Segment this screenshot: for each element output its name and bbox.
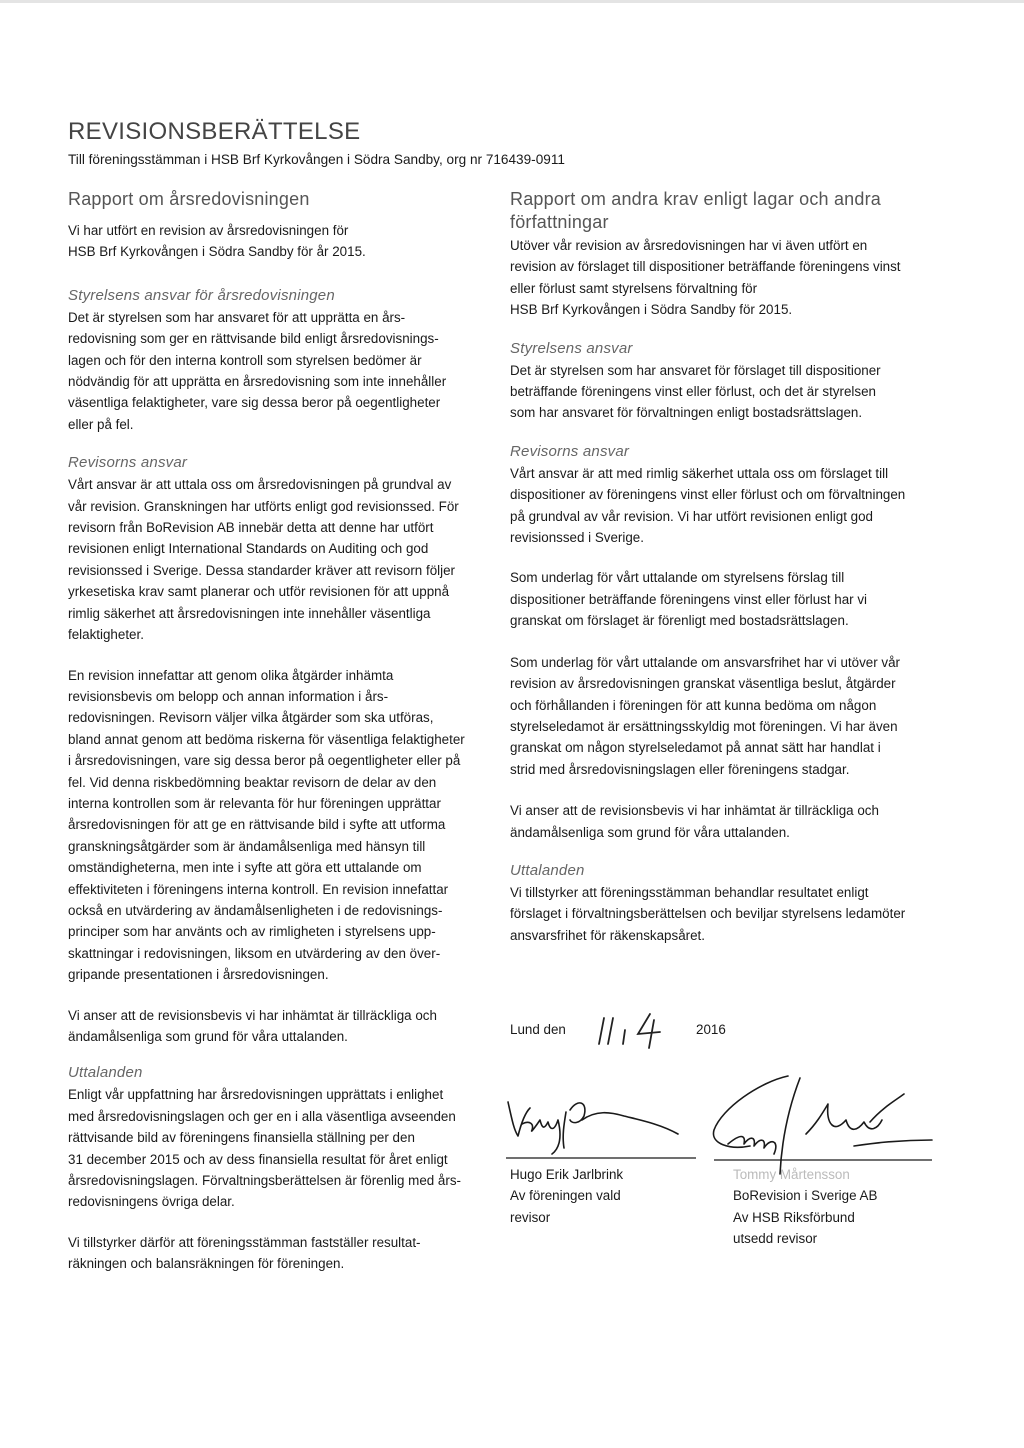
paragraph-basis-proposal: Som underlag för vårt uttalande om styrelsens förslag till dispositioner beträffande föreningens vinst eller förlust har vi granskat om förslaget är förenligt med bostadsrättslagen. (510, 570, 868, 629)
paragraph-intro: Vi har utfört en revision av årsredovisningen för HSB Brf Kyrkovången i Södra Sandby för år 2015. (68, 223, 366, 260)
paragraph-right-intro: Utöver vår revision av årsredovisningen har vi även utfört en revision av förslaget till dispositioner beträffande föreningens vinst eller förlust samt styrelsens förvaltning för HSB Brf Kyrkovången i Södra Sandby för 2015. (510, 238, 901, 318)
paragraph-audit-scope: En revision innefattar att genom olika åtgärder inhämta revisionsbevis om belopp och annan information i års- redovisningen. Revisorn väljer vilka åtgärder som ska utföras, bland annat genom att bedöma riskerna för väsentliga felaktigheter i årsredovisningen, vare sig dessa beror på oegentligheter eller på fel. Vid denna riskbedömning beaktar revisorn de delar av den interna kontrollen som är relevanta för hur föreningen upprättar årsredovisningen för att ge en rättvisande bild i syfte att utforma granskningsåtgärder som är ändamålsenliga med hänsyn till omständigheterna, men inte i syfte att göra ett uttalande om effektiviteten i föreningens interna kontroll. En revision innefattar också en utvärdering av ändamålsenligheten i de redovisnings- principer som har använts och av rimligheten i styrelsens upp- skattningar i redovisningen, liksom en utvärdering av den över- gripande presentationen i årsredovisningen. (68, 667, 465, 983)
paragraph-right-board-responsibility: Det är styrelsen som har ansvaret för förslaget till dispositioner beträffande föreningens vinst eller förlust, och det är styrelsen som har ansvaret för förvaltningen enligt bostadsrättslagen. (510, 362, 881, 421)
signer-2-block (733, 1164, 877, 1250)
page-subtitle: Till föreningsstämman i HSB Brf Kyrkovången i Södra Sandby, org nr 716439-0911 (68, 152, 565, 167)
signer-1-role-cont: revisor (510, 1209, 551, 1225)
paragraph-auditor-responsibility: Vårt ansvar är att uttala oss om årsredovisningen på grundval av vår revision. Granskningen har utförts enligt god revisionssed. För revisorn från BoRevision AB innebär detta att denne har utfört revisionen enligt International Standards on Auditing och god revisionssed i Sverige. Dessa standarder kräver att revisorn följer yrkesetiska krav samt planerar och utför revisionen för att uppnå rimlig säkerhet att årsredovisningen inte innehåller väsentliga felaktigheter. (68, 477, 459, 643)
signer-2-company: BoRevision i Sverige AB (733, 1188, 878, 1204)
place-label: Lund den (510, 1022, 566, 1037)
section-heading-other-requirements: Rapport om andra krav enligt lagar och andra författningar (510, 189, 882, 232)
paragraph-basis-discharge: Som underlag för vårt uttalande om ansvarsfrihet har vi utöver vår revision av årsredovisningen granskat väsentliga beslut, åtgärder och förhållanden i föreningen för att kunna bedöma om någon styrelseledamot är ersättningsskyldig mot föreningen. Vi har även granskat om någon styrelseledamot på annat sätt har handlat i strid med årsredovisningslagen eller föreningens stadgar. (510, 654, 901, 777)
right-column (510, 188, 950, 946)
signature-jarlbrink (500, 1090, 710, 1160)
signer-2-name: Tommy Mårtensson (733, 1167, 850, 1182)
signer-1-block (510, 1164, 623, 1228)
subheading-right-board-responsibility: Styrelsens ansvar (510, 339, 633, 357)
paragraph-recommendation: Vi tillstyrker därför att föreningsstämman fastställer resultat- räkningen och balansräkningen för föreningen. (68, 1234, 421, 1272)
paragraph-audit-evidence: Vi anser att de revisionsbevis vi har inhämtat är tillräckliga och ändamålsenliga som grund för våra uttalanden. (68, 1007, 437, 1044)
section-heading-annual-report: Rapport om årsredovisningen (68, 189, 310, 209)
handwritten-date (594, 1010, 674, 1050)
paragraph-board-responsibility: Det är styrelsen som har ansvaret för att upprätta en års- redovisning som ger en rättvisande bild enligt årsredovisnings- lagen och för den interna kontroll som styrelsen bedömer är nödvändig för att upprätta en årsredovisning som inte innehåller väsentliga felaktigheter, vare sig dessa beror på oegentligheter eller på fel. (68, 309, 447, 432)
paragraph-statements: Enligt vår uppfattning har årsredovisningen upprättats i enlighet med årsredovisningslagen och ger en i alla väsentliga avseenden rättvisande bild av föreningens finansiella ställning per den 31 december 2015 och av dess finansiella resultat för året enligt årsredovisningslagen. Förvaltningsberättelsen är förenlig med års- redovisningens övriga delar. (68, 1087, 461, 1210)
scan-edge (0, 0, 1024, 3)
subheading-board-responsibility: Styrelsens ansvar för årsredovisningen (68, 286, 335, 304)
subheading-right-statements: Uttalanden (510, 861, 585, 879)
page-title: REVISIONSBERÄTTELSE (68, 118, 361, 145)
signer-1-role: Av föreningen vald (510, 1188, 621, 1204)
subheading-right-auditor-responsibility: Revisorns ansvar (510, 442, 630, 460)
subheading-auditor-responsibility: Revisorns ansvar (68, 454, 188, 472)
signing-year: 2016 (696, 1022, 726, 1037)
paragraph-right-auditor-responsibility: Vårt ansvar är att med rimlig säkerhet uttala oss om förslaget till dispositioner av föreningens vinst eller förlust och om förvaltningen på grundval av vår revision. Vi har utfört revisionen enligt god revisionssed i Sverige. (510, 465, 906, 546)
paragraph-right-statements: Vi tillstyrker att föreningsstämman behandlar resultatet enligt förslaget i förvaltningsberättelsen och beviljar styrelsens ledamöter ansvarsfrihet för räkenskapsåret. (510, 884, 906, 943)
subheading-statements: Uttalanden (68, 1064, 143, 1082)
signer-1-name: Hugo Erik Jarlbrink (510, 1167, 624, 1182)
left-column (68, 188, 488, 1275)
signer-2-role: Av HSB Riksförbund (733, 1209, 855, 1225)
signer-2-role-cont: utsedd revisor (733, 1231, 818, 1247)
paragraph-right-evidence: Vi anser att de revisionsbevis vi har inhämtat är tillräckliga och ändamålsenliga som grund för våra uttalanden. (510, 803, 879, 840)
